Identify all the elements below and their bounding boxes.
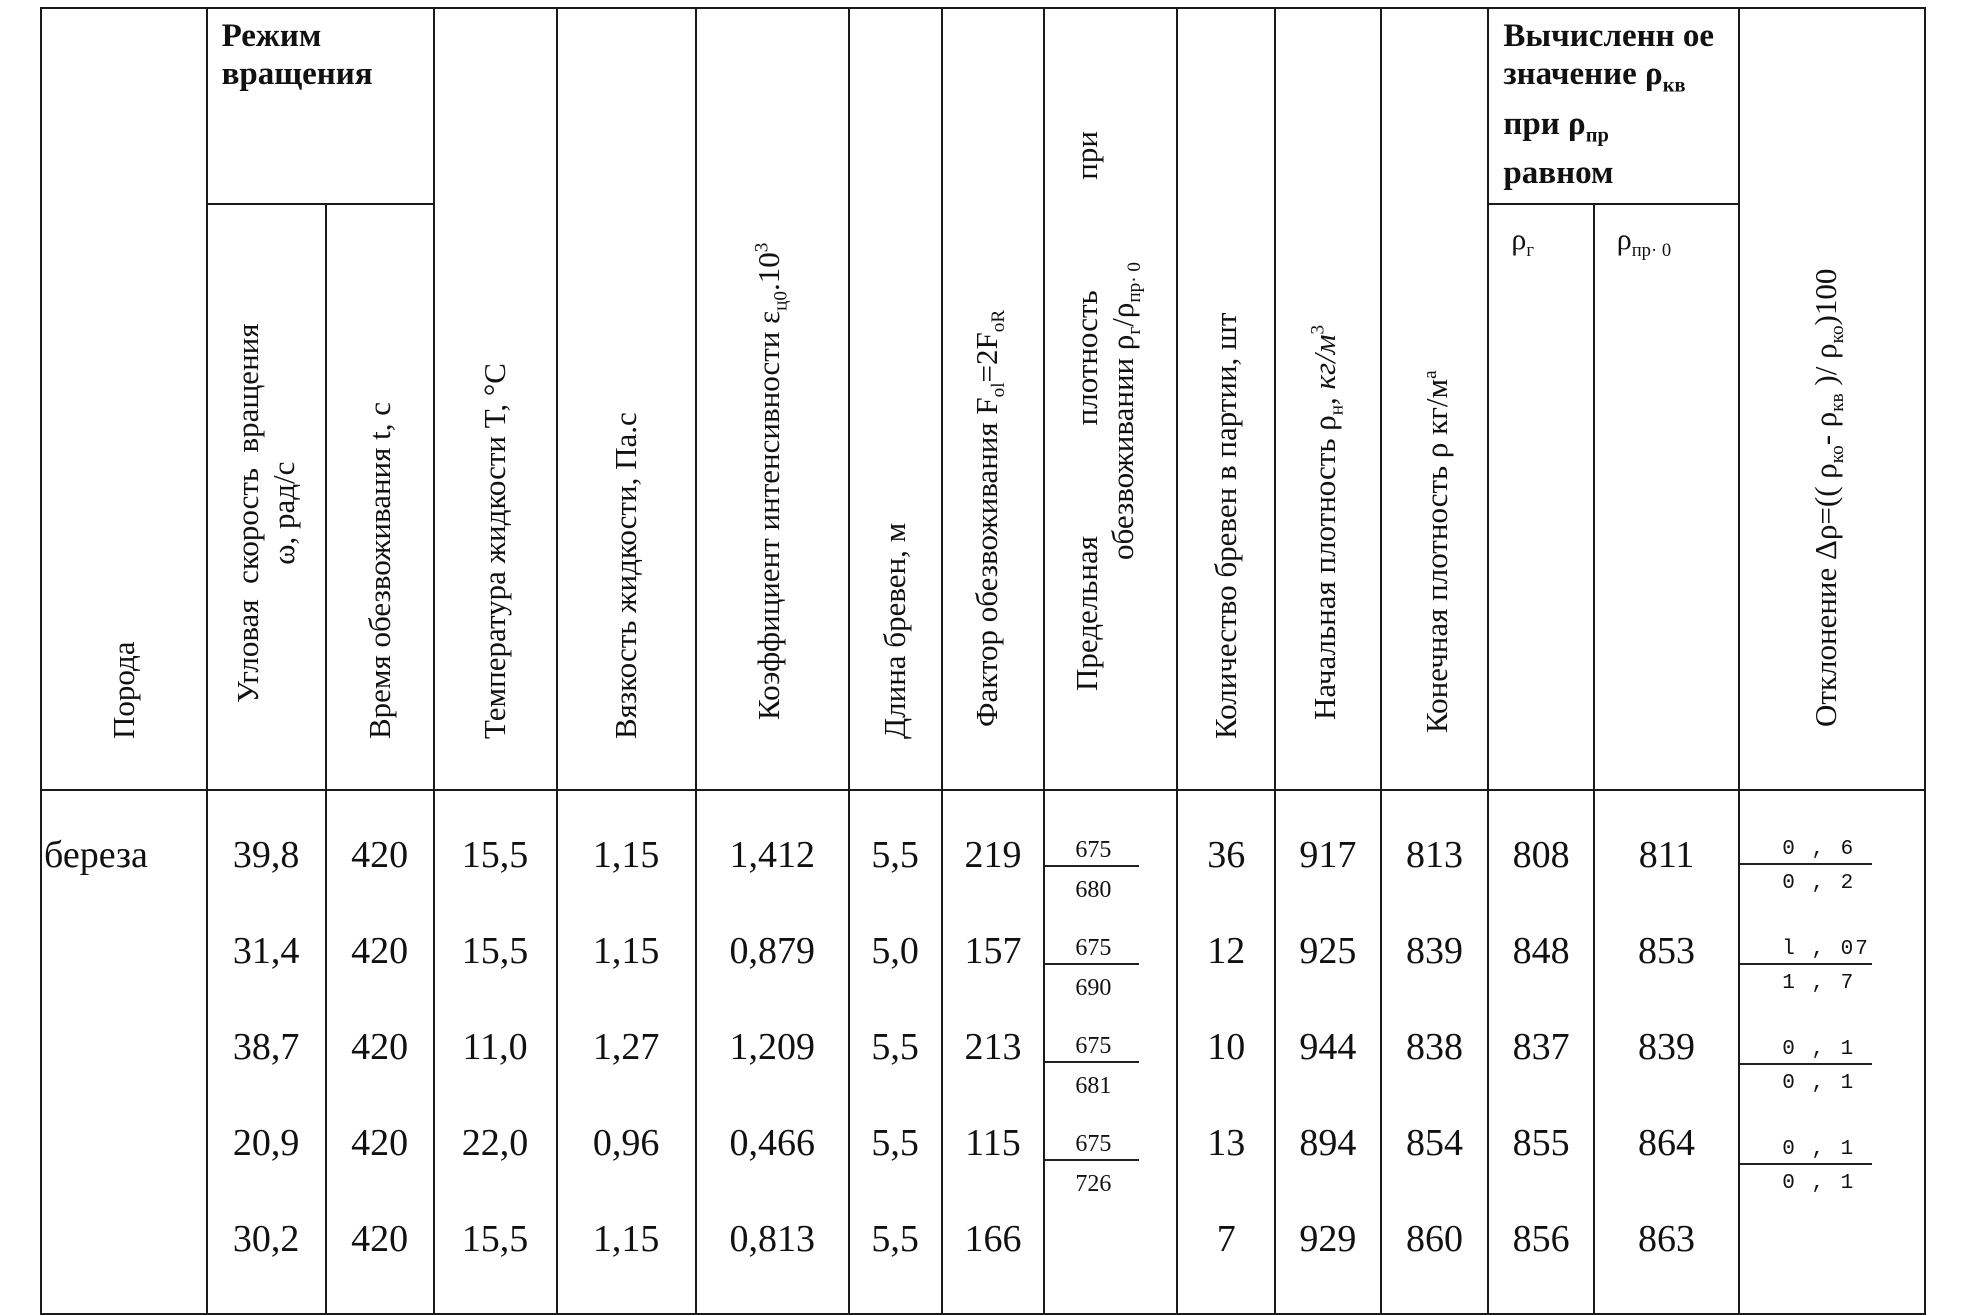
col-limit-density	[1044, 790, 1177, 1314]
col-factor: 219 157 213 115 166	[942, 790, 1045, 1314]
col-porod: береза	[41, 790, 207, 1314]
col-count: 36 12 10 13 7	[1177, 790, 1275, 1314]
col-initial-density: 917 925 944 894 929	[1275, 790, 1380, 1314]
col-omega: 39,8 31,4 38,7 20,9 30,2	[207, 790, 326, 1314]
header-viscosity: Вязкость жидкости, Па.с	[557, 8, 696, 790]
col-viscosity: 1,15 1,15 1,27 0,96 1,15	[557, 790, 696, 1314]
limit-fraction: 675 690	[1045, 933, 1176, 1029]
header-limit-density: Предельная плотность при обезвоживании $\rho_г/\rho_{пр\cdot 0}$	[1044, 8, 1177, 790]
col-time: 420 420 420 420 420	[326, 790, 434, 1314]
col-temperature: 15,5 15,5 11,0 22,0 15,5	[434, 790, 557, 1314]
density-table	[40, 7, 1926, 1315]
data-row	[41, 790, 1925, 1314]
header-rotation-mode: Режим вращения	[207, 8, 434, 204]
header-temperature: Температура жидкости T, °C	[434, 8, 557, 790]
deviation-fraction: 0 , 6 0 , 2	[1740, 837, 1924, 933]
deviation-fraction: 0 , 1 0 , 1	[1740, 1037, 1924, 1133]
col-final-density: 813 839 838 854 860	[1381, 790, 1489, 1314]
deviation-fraction: 0 , 1 0 , 1	[1740, 1137, 1924, 1233]
col-rho-pr: 811 853 839 864 863	[1594, 790, 1740, 1314]
header-intensity-coefficient: Коэффициент интенсивности $\varepsilon_{ц0}.10^3$	[696, 8, 849, 790]
header-final-density: Конечная плотность ρ $кг/м^а$	[1381, 8, 1489, 790]
header-rho-g: $\rho_г$	[1488, 204, 1593, 790]
header-calculated-value: Вычисленн ое значение $\rho_{кв}$ при $\rho_{пр}$ равном	[1488, 8, 1739, 204]
header-log-length: Длина бревен, м	[849, 8, 942, 790]
header-dewatering-time: Время обезвоживания t, с	[326, 204, 434, 790]
header-porod: Порода	[41, 8, 207, 790]
header-deviation: Отклонение Δρ=(( $\rho_{ко}-$ $\rho_{кв}$ )/ $\rho_{ко})100$	[1739, 8, 1925, 790]
col-length: 5,5 5,0 5,5 5,5 5,5	[849, 790, 942, 1314]
limit-fraction: 675 681	[1045, 1031, 1176, 1127]
col-rho-g: 808 848 837 855 856	[1488, 790, 1593, 1314]
limit-fraction: 675 680	[1045, 835, 1176, 931]
header-log-count: Количество бревен в партии, шт	[1177, 8, 1275, 790]
header-angular-velocity: Угловая скорость вращения ω, рад/с	[207, 204, 326, 790]
col-coefficient: 1,412 0,879 1,209 0,466 0,813	[696, 790, 849, 1314]
col-deviation	[1739, 790, 1925, 1314]
header-initial-density: Начальная плотность $\rho_н$, $кг/м^3$	[1275, 8, 1380, 790]
limit-fraction: 675 726	[1045, 1129, 1176, 1225]
header-dewatering-factor: Фактор обезвоживания $F_{ol}=2F_{oR}$	[942, 8, 1045, 790]
header-rho-pr: $\rho_{пр\cdot 0}$	[1594, 204, 1740, 790]
deviation-fraction: l , 07 1 , 7	[1740, 937, 1924, 1033]
